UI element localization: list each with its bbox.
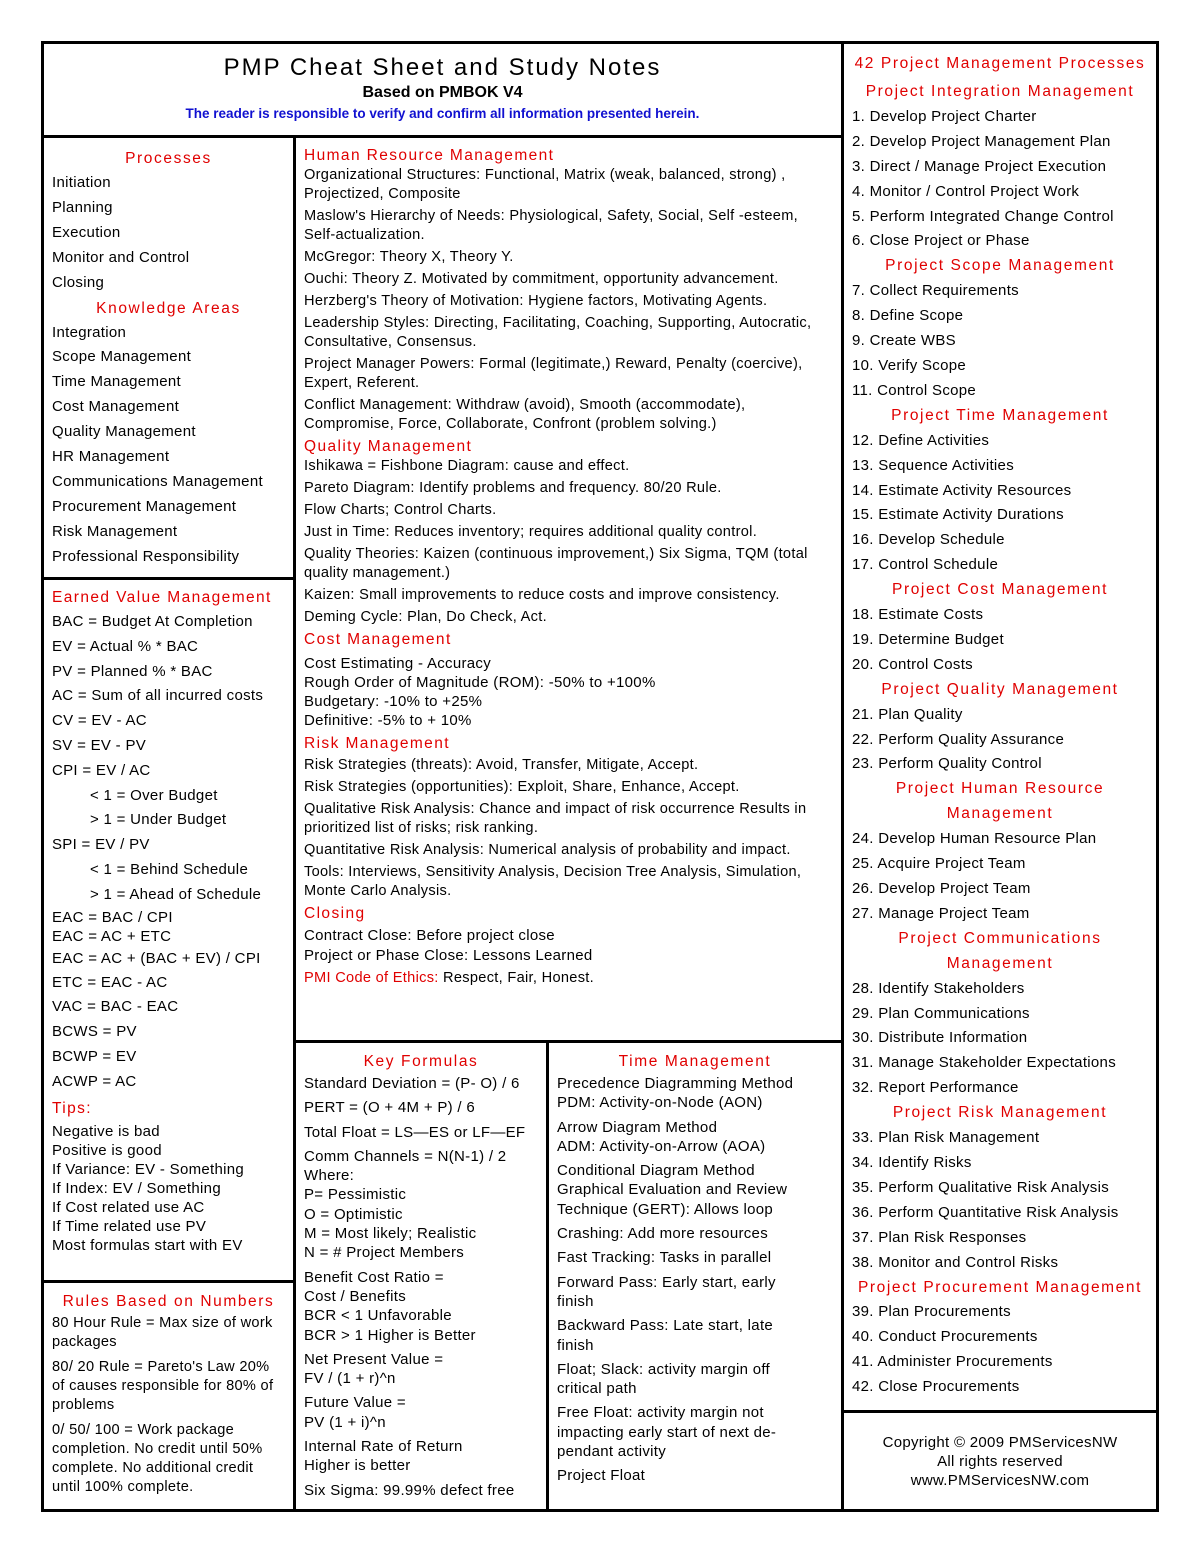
tip-item: If Index: EV / Something bbox=[52, 1179, 221, 1197]
formulas-box bbox=[293, 1040, 549, 1512]
pm-process-item: 37. Plan Risk Responses bbox=[852, 1228, 1027, 1246]
formula-line: O = Optimistic bbox=[304, 1205, 403, 1223]
knowledge-area-item: Professional Responsibility bbox=[52, 547, 240, 565]
rules-list bbox=[52, 1314, 285, 1497]
evm-line: EAC = BAC / CPI bbox=[52, 908, 173, 926]
time-line: Graphical Evaluation and Review bbox=[557, 1181, 788, 1199]
risk-heading: Risk Management bbox=[304, 735, 450, 752]
knowledge-area-item: Integration bbox=[52, 323, 127, 341]
time-line: finish bbox=[557, 1336, 594, 1354]
formula-line: PERT = (O + 4M + P) / 6 bbox=[304, 1099, 475, 1117]
process-item: Monitor and Control bbox=[52, 248, 190, 266]
evm-line: EV = Actual % * BAC bbox=[52, 637, 199, 655]
pm-area-heading: Project Scope Management bbox=[885, 257, 1115, 275]
pm-process-item: 12. Define Activities bbox=[852, 431, 990, 449]
pm-area-heading: Project Procurement Management bbox=[857, 1278, 1143, 1296]
pm-process-item: 18. Estimate Costs bbox=[852, 606, 984, 624]
evm-line: EAC = AC + ETC bbox=[52, 928, 172, 946]
risk-item: Risk Strategies (opportunities): Exploit, Share, Enhance, Accept. bbox=[304, 779, 740, 795]
pm-process-item: 22. Perform Quality Assurance bbox=[852, 730, 1065, 748]
time-group bbox=[557, 1161, 833, 1219]
pm-process-item: 10. Verify Scope bbox=[852, 356, 967, 374]
time-line: impacting early start of next de- bbox=[557, 1423, 777, 1441]
rules-heading: Rules Based on Numbers bbox=[62, 1293, 275, 1310]
quality-item: Just in Time: Reduces inventory; requires additional quality control. bbox=[304, 524, 758, 540]
pm-process-item: 8. Define Scope bbox=[852, 307, 964, 325]
hr-item: McGregor: Theory X, Theory Y. bbox=[304, 249, 514, 265]
tip-item: Positive is good bbox=[52, 1141, 162, 1159]
hr-item: Maslow's Hierarchy of Needs: Physiological, Safety, Social, Self -esteem, Self-actualization. bbox=[304, 208, 799, 243]
evm-list bbox=[52, 610, 285, 1095]
formula-group bbox=[304, 1074, 538, 1093]
formula-group bbox=[304, 1268, 538, 1345]
quality-item: Pareto Diagram: Identify problems and frequency. 80/20 Rule. bbox=[304, 480, 722, 496]
formula-line: BCR < 1 Unfavorable bbox=[304, 1307, 452, 1325]
formula-line: P= Pessimistic bbox=[304, 1186, 407, 1204]
evm-line: > 1 = Ahead of Schedule bbox=[90, 885, 262, 903]
risk-item: Qualitative Risk Analysis: Chance and impact of risk occurrence Results in prioritized list of risks; risk ranking. bbox=[304, 801, 807, 836]
rule-item: 80 Hour Rule = Max size of work packages bbox=[52, 1315, 273, 1350]
rule-item: 0/ 50/ 100 = Work package completion. No credit until 50% complete. No additional credit until 100% complete. bbox=[52, 1422, 263, 1495]
knowledge-area-item: Scope Management bbox=[52, 348, 192, 366]
quality-item: Ishikawa = Fishbone Diagram: cause and effect. bbox=[304, 458, 630, 474]
processes-heading: Processes bbox=[125, 150, 212, 167]
risk-item: Tools: Interviews, Sensitivity Analysis, Decision Tree Analysis, Simulation, Monte Carlo Analysis. bbox=[304, 864, 802, 899]
pm-process-item: 31. Manage Stakeholder Expectations bbox=[852, 1054, 1116, 1072]
ethics-label: PMI Code of Ethics: bbox=[304, 970, 439, 986]
pm-process-item: 36. Perform Quantitative Risk Analysis bbox=[852, 1203, 1119, 1221]
pm-process-item: 38. Monitor and Control Risks bbox=[852, 1253, 1059, 1271]
formula-group bbox=[304, 1437, 538, 1476]
pm-process-item: 5. Perform Integrated Change Control bbox=[852, 207, 1114, 225]
formula-group bbox=[304, 1123, 538, 1142]
pm-processes-box bbox=[841, 41, 1159, 1413]
cost-line: Cost Estimating - Accuracy bbox=[304, 655, 492, 672]
formula-group bbox=[304, 1350, 538, 1389]
pm-process-item: 9. Create WBS bbox=[852, 332, 956, 350]
formula-line: Internal Rate of Return bbox=[304, 1438, 463, 1456]
hr-item: Leadership Styles: Directing, Facilitating, Coaching, Supporting, Autocratic, Consultative, Consensus. bbox=[304, 315, 812, 350]
knowledge-area-item: HR Management bbox=[52, 448, 170, 466]
formula-line: Total Float = LS—ES or LF—EF bbox=[304, 1123, 526, 1141]
time-line: Technique (GERT): Allows loop bbox=[557, 1200, 774, 1218]
time-line: PDM: Activity-on-Node (AON) bbox=[557, 1094, 763, 1112]
cost-line: Definitive: -5% to + 10% bbox=[304, 712, 472, 729]
time-box bbox=[546, 1040, 844, 1512]
formula-line: PV (1 + i)^n bbox=[304, 1413, 386, 1431]
pm-process-item: 34. Identify Risks bbox=[852, 1153, 972, 1171]
time-line: Crashing: Add more resources bbox=[557, 1225, 768, 1243]
pm-area-heading: Project Quality Management bbox=[881, 680, 1119, 698]
pm-process-item: 26. Develop Project Team bbox=[852, 880, 1031, 897]
hr-list bbox=[304, 166, 833, 434]
pm-process-item: 32. Report Performance bbox=[852, 1079, 1019, 1097]
time-group bbox=[557, 1466, 833, 1485]
page-subtitle: Based on PMBOK V4 bbox=[362, 84, 523, 101]
page-title: PMP Cheat Sheet and Study Notes bbox=[223, 54, 662, 81]
formula-line: BCR > 1 Higher is Better bbox=[304, 1326, 476, 1344]
pm-area-heading: Project Integration Management bbox=[865, 83, 1135, 100]
pm-area-heading: Project Time Management bbox=[891, 406, 1109, 424]
hr-item: Conflict Management: Withdraw (avoid), Smooth (accommodate), Compromise, Force, Collaborate, Confront (problem solving.) bbox=[304, 397, 746, 432]
processes-list bbox=[52, 171, 285, 296]
evm-line: SV = EV - PV bbox=[52, 736, 147, 754]
formulas-heading: Key Formulas bbox=[363, 1053, 479, 1070]
pm-area-heading: Project Human Resource bbox=[895, 780, 1105, 798]
evm-line: EAC = AC + (BAC + EV) / CPI bbox=[52, 949, 261, 967]
pm-process-item: 2. Develop Project Management Plan bbox=[852, 132, 1111, 150]
copyright-line: All rights reserved bbox=[937, 1453, 1063, 1470]
tip-item: Most formulas start with EV bbox=[52, 1236, 243, 1254]
hr-heading: Human Resource Management bbox=[304, 147, 555, 164]
time-group bbox=[557, 1224, 833, 1243]
pm-process-item: 42. Close Procurements bbox=[852, 1378, 1020, 1396]
middle-box bbox=[293, 135, 844, 1043]
formula-line: Where: bbox=[304, 1167, 355, 1185]
process-item: Planning bbox=[52, 198, 113, 216]
copyright-line: www.PMServicesNW.com bbox=[910, 1472, 1090, 1489]
pm-process-item: 41. Administer Procurements bbox=[852, 1353, 1053, 1371]
evm-line: CV = EV - AC bbox=[52, 712, 147, 730]
evm-line: CPI = EV / AC bbox=[52, 761, 151, 779]
formulas-list bbox=[304, 1074, 538, 1500]
time-line: finish bbox=[557, 1292, 594, 1310]
evm-line: > 1 = Under Budget bbox=[90, 811, 227, 829]
formula-line: Net Present Value = bbox=[304, 1350, 444, 1368]
time-line: Fast Tracking: Tasks in parallel bbox=[557, 1249, 772, 1267]
evm-line: BCWP = EV bbox=[52, 1047, 137, 1065]
time-group bbox=[557, 1273, 833, 1312]
pm-process-item: 1. Develop Project Charter bbox=[852, 107, 1037, 125]
hr-item: Project Manager Powers: Formal (legitimate,) Reward, Penalty (coercive), Expert, Referent. bbox=[304, 356, 803, 391]
knowledge-area-item: Risk Management bbox=[52, 522, 178, 540]
closing-heading: Closing bbox=[304, 905, 366, 922]
tip-item: If Variance: EV - Something bbox=[52, 1160, 245, 1178]
hr-item: Ouchi: Theory Z. Motivated by commitment, opportunity advancement. bbox=[304, 271, 779, 287]
pm-process-item: 27. Manage Project Team bbox=[852, 904, 1030, 922]
evm-line: BAC = Budget At Completion bbox=[52, 613, 253, 630]
evm-line: BCWS = PV bbox=[52, 1023, 137, 1041]
rules-box bbox=[41, 1280, 296, 1512]
pm-process-item: 21. Plan Quality bbox=[852, 705, 963, 723]
pm-process-item: 16. Develop Schedule bbox=[852, 531, 1005, 549]
formula-line: Cost / Benefits bbox=[304, 1287, 407, 1305]
time-group bbox=[557, 1118, 833, 1157]
evm-heading: Earned Value Management bbox=[52, 589, 272, 606]
quality-item: Flow Charts; Control Charts. bbox=[304, 502, 497, 518]
time-group bbox=[557, 1074, 833, 1113]
disclaimer: The reader is responsible to verify and confirm all information presented herein. bbox=[185, 106, 700, 121]
cost-line: Budgetary: -10% to +25% bbox=[304, 693, 483, 710]
time-line: Conditional Diagram Method bbox=[557, 1162, 755, 1180]
time-line: Backward Pass: Late start, late bbox=[557, 1317, 774, 1335]
cost-line: Rough Order of Magnitude (ROM): -50% to +100% bbox=[304, 674, 656, 691]
evm-line: PV = Planned % * BAC bbox=[52, 662, 213, 680]
pm-process-item: 29. Plan Communications bbox=[852, 1004, 1030, 1022]
pm-process-item: 20. Control Costs bbox=[852, 655, 973, 673]
process-item: Closing bbox=[52, 273, 105, 291]
pm-process-item: 24. Develop Human Resource Plan bbox=[852, 830, 1097, 848]
time-line: critical path bbox=[557, 1380, 637, 1398]
pm-process-item: 13. Sequence Activities bbox=[852, 456, 1014, 474]
cost-heading: Cost Management bbox=[304, 631, 452, 648]
header-box bbox=[41, 41, 844, 138]
pm-process-item: 30. Distribute Information bbox=[852, 1029, 1028, 1047]
pm-process-item: 39. Plan Procurements bbox=[852, 1303, 1011, 1321]
time-line: Float; Slack: activity margin off bbox=[557, 1360, 771, 1378]
tip-item: If Time related use PV bbox=[52, 1217, 207, 1235]
formula-line: Benefit Cost Ratio = bbox=[304, 1268, 444, 1286]
time-line: ADM: Activity-on-Arrow (AOA) bbox=[557, 1137, 766, 1155]
time-group bbox=[557, 1316, 833, 1355]
knowledge-areas-heading: Knowledge Areas bbox=[96, 299, 241, 317]
evm-line: VAC = BAC - EAC bbox=[52, 998, 179, 1016]
hr-item: Herzberg's Theory of Motivation: Hygiene factors, Motivating Agents. bbox=[304, 293, 768, 309]
formula-line: Higher is better bbox=[304, 1457, 411, 1475]
evm-box bbox=[41, 577, 296, 1283]
rule-item: 80/ 20 Rule = Pareto's Law 20% of causes responsible for 80% of problems bbox=[52, 1359, 274, 1413]
knowledge-area-item: Procurement Management bbox=[52, 497, 237, 515]
evm-line: ETC = EAC - AC bbox=[52, 973, 168, 991]
knowledge-area-item: Communications Management bbox=[52, 472, 263, 490]
copyright-box bbox=[841, 1410, 1159, 1512]
closing-line: Contract Close: Before project close bbox=[304, 927, 555, 944]
pm-process-item: 6. Close Project or Phase bbox=[852, 232, 1030, 250]
cost-list bbox=[304, 654, 833, 730]
pm-area-heading: Project Communications bbox=[898, 929, 1102, 947]
process-item: Initiation bbox=[52, 174, 111, 191]
pm-area-heading: Project Cost Management bbox=[892, 581, 1108, 599]
risk-item: Risk Strategies (threats): Avoid, Transfer, Mitigate, Accept. bbox=[304, 757, 699, 773]
quality-heading: Quality Management bbox=[304, 438, 473, 455]
pm-processes-title: 42 Project Management Processes bbox=[854, 55, 1146, 72]
pm-process-item: 19. Determine Budget bbox=[852, 630, 1004, 648]
formula-line: FV / (1 + r)^n bbox=[304, 1370, 396, 1388]
time-group bbox=[557, 1248, 833, 1267]
tips-heading: Tips: bbox=[52, 1099, 93, 1117]
tips-list bbox=[52, 1122, 285, 1255]
time-line: Arrow Diagram Method bbox=[557, 1118, 718, 1136]
evm-line: ACWP = AC bbox=[52, 1072, 137, 1090]
pm-processes-areas bbox=[852, 80, 1148, 1400]
processes-box bbox=[41, 135, 296, 580]
process-item: Execution bbox=[52, 223, 121, 241]
formula-line: M = Most likely; Realistic bbox=[304, 1225, 477, 1243]
pm-process-item: 17. Control Schedule bbox=[852, 556, 999, 574]
knowledge-area-item: Cost Management bbox=[52, 398, 180, 416]
copyright bbox=[844, 1433, 1156, 1490]
pm-process-item: 4. Monitor / Control Project Work bbox=[852, 182, 1080, 200]
tip-item: Negative is bad bbox=[52, 1122, 160, 1140]
knowledge-area-item: Time Management bbox=[52, 373, 181, 391]
knowledge-area-item: Quality Management bbox=[52, 423, 196, 441]
pm-area-heading: Project Risk Management bbox=[892, 1104, 1108, 1122]
formula-group bbox=[304, 1393, 538, 1432]
hr-item: Organizational Structures: Functional, Matrix (weak, balanced, strong) , Projectized, Composite bbox=[304, 167, 786, 202]
formula-line: N = # Project Members bbox=[304, 1244, 465, 1262]
tip-item: If Cost related use AC bbox=[52, 1198, 205, 1216]
pm-process-item: 25. Acquire Project Team bbox=[852, 855, 1026, 873]
risk-item: Quantitative Risk Analysis: Numerical analysis of probability and impact. bbox=[304, 842, 791, 858]
ethics-text: Respect, Fair, Honest. bbox=[438, 970, 595, 986]
ethics-line bbox=[304, 969, 833, 988]
time-heading: Time Management bbox=[618, 1053, 772, 1070]
time-list bbox=[557, 1074, 833, 1486]
quality-list bbox=[304, 457, 833, 627]
evm-line: AC = Sum of all incurred costs bbox=[52, 687, 264, 705]
pm-process-item: 23. Perform Quality Control bbox=[852, 755, 1042, 773]
quality-item: Deming Cycle: Plan, Do Check, Act. bbox=[304, 609, 547, 625]
time-line: Precedence Diagramming Method bbox=[557, 1075, 794, 1092]
formula-group bbox=[304, 1481, 538, 1500]
evm-line: SPI = EV / PV bbox=[52, 836, 150, 854]
time-line: Forward Pass: Early start, early bbox=[557, 1273, 776, 1291]
time-line: pendant activity bbox=[557, 1443, 667, 1461]
time-line: Project Float bbox=[557, 1467, 646, 1485]
formula-line: Standard Deviation = (P- O) / 6 bbox=[304, 1075, 520, 1092]
quality-item: Quality Theories: Kaizen (continuous improvement,) Six Sigma, TQM (total quality management.) bbox=[304, 546, 808, 581]
formula-group bbox=[304, 1098, 538, 1117]
pm-process-item: 14. Estimate Activity Resources bbox=[852, 481, 1072, 499]
pm-process-item: 7. Collect Requirements bbox=[852, 282, 1019, 300]
formula-group bbox=[304, 1147, 538, 1263]
formula-line: Comm Channels = N(N-1) / 2 bbox=[304, 1147, 507, 1165]
knowledge-areas-list bbox=[52, 321, 285, 570]
time-group bbox=[557, 1360, 833, 1399]
pm-process-item: 3. Direct / Manage Project Execution bbox=[852, 157, 1107, 175]
closing-list bbox=[304, 926, 833, 966]
pm-process-item: 40. Conduct Procurements bbox=[852, 1328, 1038, 1346]
pm-area-heading: Management bbox=[946, 954, 1054, 972]
pm-process-item: 33. Plan Risk Management bbox=[852, 1129, 1040, 1147]
pm-process-item: 11. Control Scope bbox=[852, 381, 977, 399]
pm-process-item: 35. Perform Qualitative Risk Analysis bbox=[852, 1178, 1110, 1196]
pm-process-item: 15. Estimate Activity Durations bbox=[852, 506, 1064, 524]
evm-line: < 1 = Behind Schedule bbox=[90, 860, 249, 878]
copyright-line: Copyright © 2009 PMServicesNW bbox=[882, 1434, 1118, 1451]
quality-item: Kaizen: Small improvements to reduce costs and improve consistency. bbox=[304, 587, 780, 603]
pm-area-heading: Management bbox=[946, 805, 1054, 823]
time-group bbox=[557, 1403, 833, 1461]
evm-line: < 1 = Over Budget bbox=[90, 786, 218, 804]
risk-list bbox=[304, 756, 833, 901]
pm-process-item: 28. Identify Stakeholders bbox=[852, 979, 1025, 997]
formula-line: Future Value = bbox=[304, 1394, 406, 1412]
time-line: Free Float: activity margin not bbox=[557, 1404, 764, 1422]
closing-line: Project or Phase Close: Lessons Learned bbox=[304, 947, 593, 964]
formula-line: Six Sigma: 99.99% defect free bbox=[304, 1481, 515, 1499]
